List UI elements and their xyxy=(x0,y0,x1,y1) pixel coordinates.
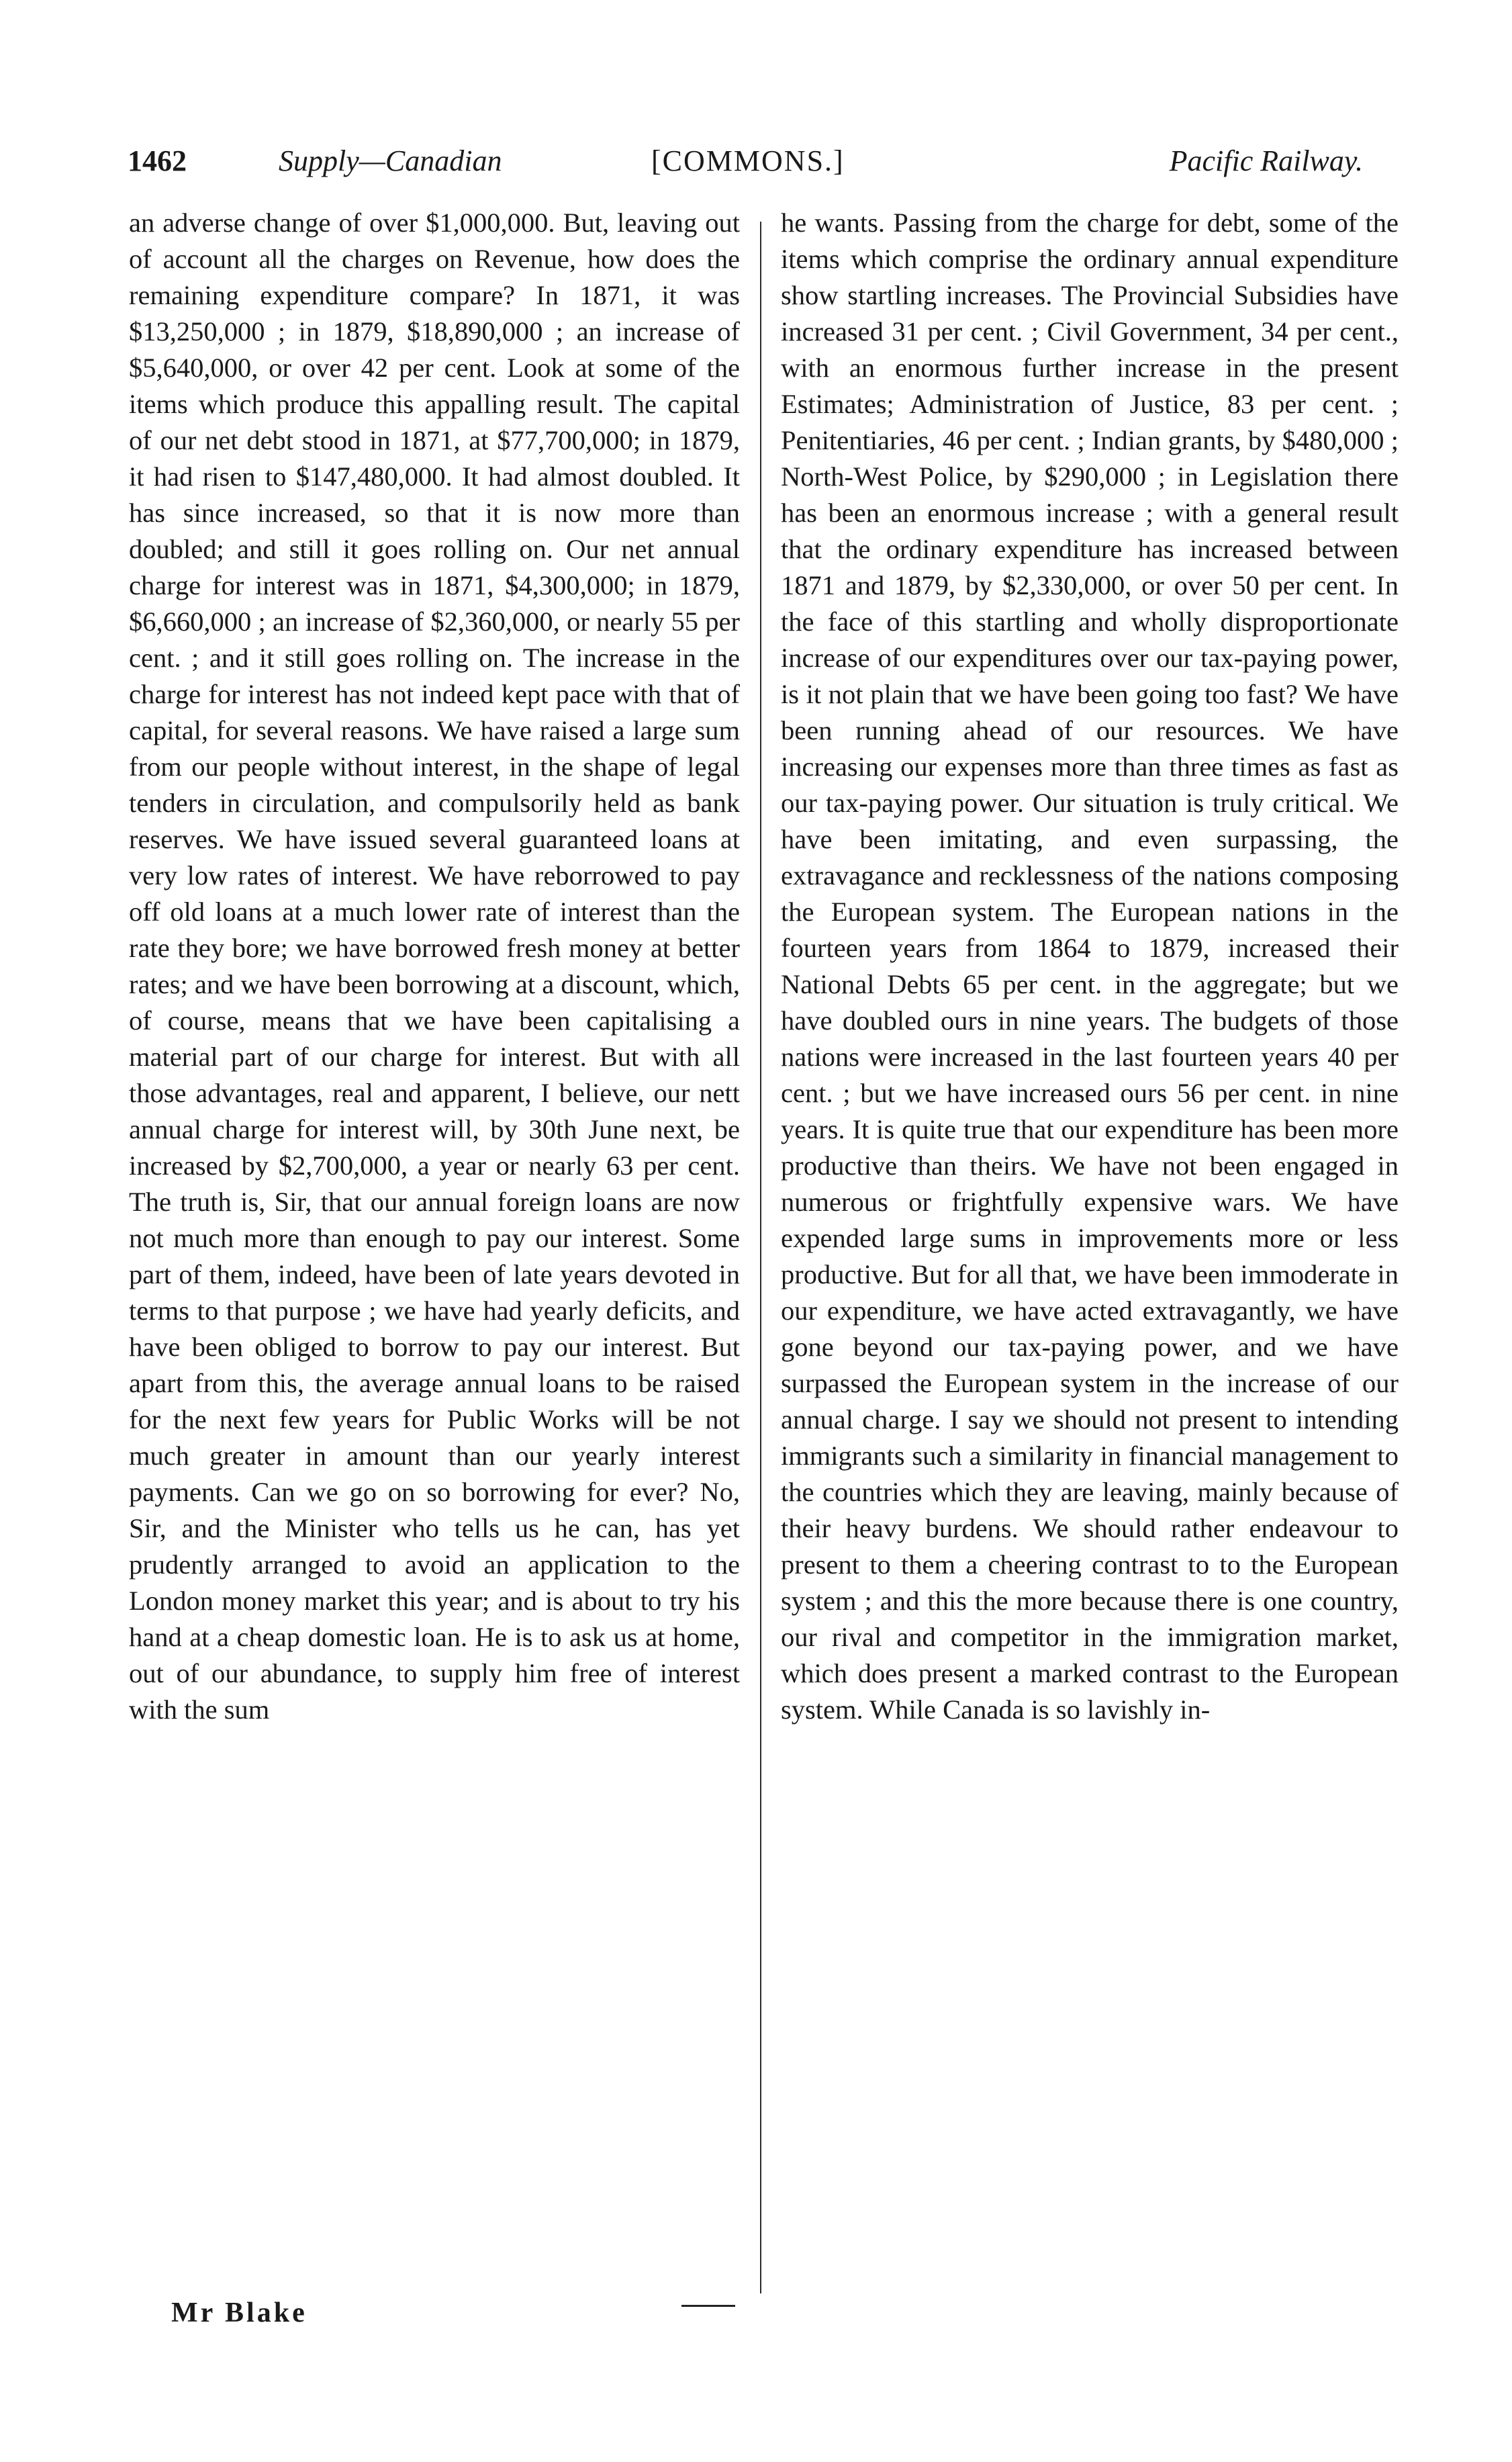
left-column xyxy=(129,205,740,1728)
running-title-right: Pacific Railway. xyxy=(1169,144,1363,177)
left-column-text: an adverse change of over $1,000,000. But, leaving out of account all the charges on Revenue, how does the remaining expenditure compare? In 1871, it was $13,250,000 ; in 1879, $18,890,000 ; an increase of $5,640,000, or over 42 per cent. Look at some of the items which produce this appalling result. The capital of our net debt stood in 1871, at $77,700,000; in 1879, it had risen to $147,480,000. It had almost doubled. It has since increased, so that it is now more than doubled; and still it goes rolling on. Our net annual charge for interest was in 1871, $4,300,000; in 1879, $6,660,000 ; an increase of $2,360,000, or nearly 55 per cent. ; and it still goes rolling on. The increase in the charge for interest has not indeed kept pace with that of capital, for several reasons. We have raised a large sum from our people without interest, in the shape of legal tenders in circulation, and compulsorily held as bank reserves. We have issued several guaranteed loans at very low rates of interest. We have reborrowed to pay off old loans at a much lower rate of interest than the rate they bore; we have borrowed fresh money at better rates; and we have been borrowing at a discount, which, of course, means that we have been capitalising a material part of our charge for interest. But with all those advantages, real and apparent, I believe, our nett annual charge for interest will, by 30th June next, be increased by $2,700,000, a year or nearly 63 per cent. The truth is, Sir, that our annual foreign loans are now not much more than enough to pay our interest. Some part of them, indeed, have been of late years devoted in terms to that purpose ; we have had yearly deficits, and have been obliged to borrow to pay our interest. But apart from this, the average annual loans to be raised for the next few years for Public Works will be not much greater in amount than our yearly interest payments. Can we go on so borrowing for ever? No, Sir, and the Minister who tells us he can, has yet prudently arranged to avoid an application to the London money market this year; and is about to try his hand at a cheap domestic loan. He is to ask us at home, out of our abundance, to supply him free of interest with the sum xyxy=(129,208,740,1725)
page-number: 1462 xyxy=(128,144,187,177)
footer-signature: Mr Blake xyxy=(171,2297,308,2328)
column-divider xyxy=(760,222,761,2293)
running-title-left: Supply—Canadian xyxy=(279,144,502,177)
footer-dash xyxy=(681,2305,735,2307)
right-column-text: he wants. Passing from the charge for debt, some of the items which comprise the ordinary annual expenditure show startling increases. The Provincial Subsidies have increased 31 per cent. ; Civil Government, 34 per cent., with an enormous further increase in the present Estimates; Administration of Justice, 83 per cent. ; Penitentiaries, 46 per cent. ; Indian grants, by $480,000 ; North-West Police, by $290,000 ; in Legislation there has been an enormous increase ; with a general result that the ordinary expenditure has increased between 1871 and 1879, by $2,330,000, or over 50 per cent. In the face of this startling and wholly disproportionate increase of our expenditures over our tax-paying power, is it not plain that we have been going too fast? We have been running ahead of our resources. We have increasing our expenses more than three times as fast as our tax-paying power. Our situation is truly critical. We have been imitating, and even surpassing, the extravagance and recklessness of the nations composing the European system. The European nations in the fourteen years from 1864 to 1879, increased their National Debts 65 per cent. in the aggregate; but we have doubled ours in nine years. The budgets of those nations were increased in the last fourteen years 40 per cent. ; but we have increased ours 56 per cent. in nine years. It is quite true that our expenditure has been more productive than theirs. We have not been engaged in numerous or frightfully expensive wars. We have expended large sums in improvements more or less productive. But for all that, we have been immoderate in our expenditure, we have acted extravagantly, we have gone beyond our tax-paying power, and we have surpassed the European system in the increase of our annual charge. I say we should not present to intending immigrants such a similarity in financial management to the countries which they are leaving, mainly because of their heavy burdens. We should rather endeavour to present to them a cheering contrast to to the European system ; and this the more because there is one country, our rival and competitor in the immigration market, which does present a marked contrast to the European system. While Canada is so lavishly in- xyxy=(781,208,1399,1725)
right-column xyxy=(781,205,1399,1728)
running-head xyxy=(128,138,1376,185)
running-title-center: [COMMONS.] xyxy=(651,144,845,177)
